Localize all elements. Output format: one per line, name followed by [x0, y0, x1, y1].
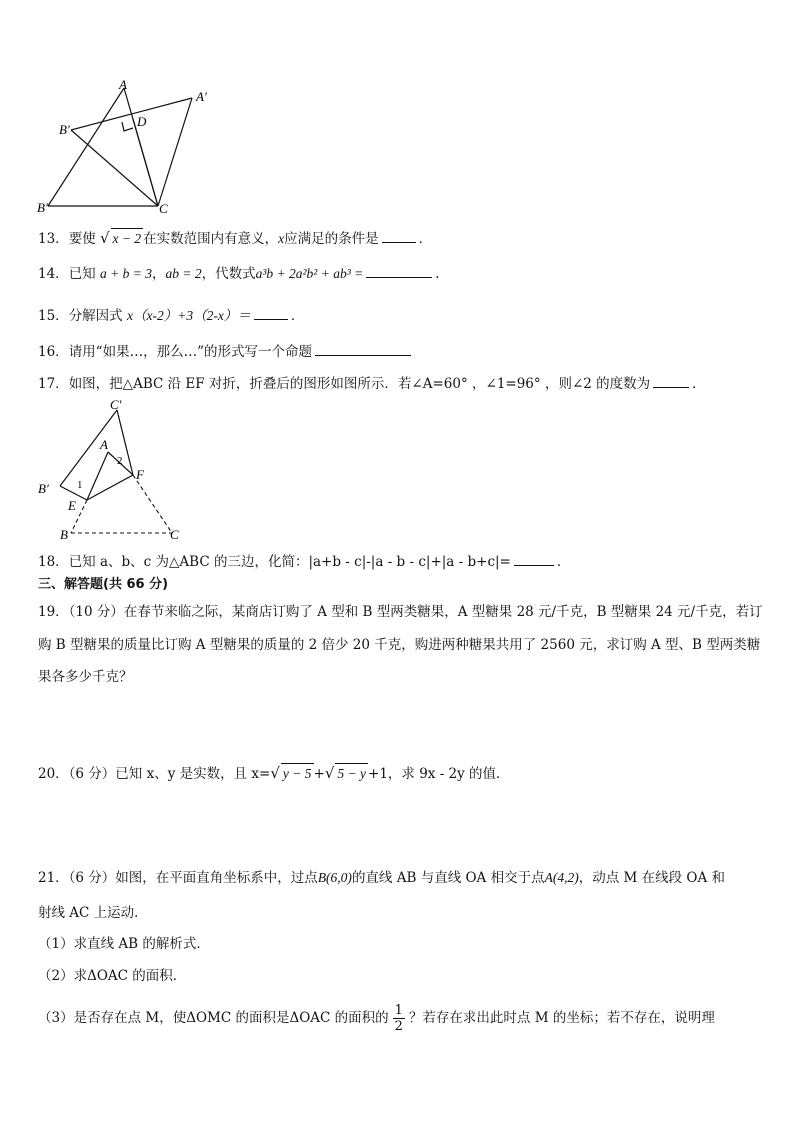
answer-blank[interactable]: [653, 373, 689, 388]
label-A-prime: A′: [196, 89, 207, 104]
label-C: C: [170, 527, 179, 542]
sqrt-sign: √: [270, 764, 280, 782]
figure-rotation-triangles: [30, 76, 230, 221]
label-B: B: [60, 527, 68, 542]
variable-x: x: [278, 231, 285, 246]
section-title: 三、解答题(共 66 分): [38, 577, 169, 592]
period: ．: [418, 231, 433, 247]
q20-post: +1，求 9x - 2y 的值．: [368, 766, 510, 782]
q21-mid: 的直线 AB 与直线 OA 相交于点: [351, 870, 545, 886]
label-angle-1: 1: [77, 479, 83, 491]
question-19-line2: 购 B 型糖果的质量比订购 A 型糖果的质量的 2 倍少 20 千克，购进两种糖果共用了 2560 元，求订购 A 型、B 型两类糖: [38, 637, 761, 653]
denominator: 2: [394, 1019, 403, 1034]
label-E: E: [68, 498, 76, 513]
question-21-sub2: （2）求ΔOAC 的面积．: [38, 968, 187, 984]
question-18: [38, 551, 570, 572]
label-B-prime: B′: [38, 481, 49, 496]
numerator: 1: [394, 1003, 403, 1018]
q14-text: 已知: [68, 266, 96, 282]
question-19-line1: 19．（10 分）在春节来临之际，某商店订购了 A 型和 B 型两类糖果，A 型糖果 28 元/千克，B 型糖果 24 元/千克，若订: [38, 604, 763, 620]
condition-2: ab = 2: [165, 266, 202, 281]
point-B: B(6,0): [317, 870, 352, 885]
q15-text: 分解因式: [68, 308, 123, 324]
q21-sub3-pre: （3）是否存在点 M，使ΔOMC 的面积是ΔOAC 的面积的: [38, 1010, 389, 1026]
label-C: C: [159, 201, 168, 216]
question-21-sub1: （1）求直线 AB 的解析式．: [38, 936, 210, 952]
answer-blank[interactable]: [254, 305, 288, 320]
answer-blank[interactable]: [315, 341, 411, 356]
question-16: [38, 341, 414, 362]
label-D: D: [137, 114, 147, 129]
radicand-2: 5 − y: [335, 763, 368, 784]
figure-folded-triangle: [30, 396, 190, 546]
radicand: x − 2: [111, 228, 144, 249]
q16-text: 请用“如果…，那么…”的形式写一个命题: [68, 344, 312, 360]
radicand-1: y − 5: [281, 763, 314, 784]
expression: x（x-2）+3（2-x）＝: [126, 308, 251, 323]
sqrt-sign: √: [324, 764, 335, 782]
question-21-line2: 射线 AC 上运动．: [38, 905, 148, 921]
question-21-line1: [38, 868, 725, 888]
period: ．: [556, 554, 571, 570]
answer-blank[interactable]: [382, 228, 416, 243]
q21-post: ，动点 M 在线段 OA 和: [578, 870, 726, 886]
q21-sub3-post: ？若存在求出此时点 M 的坐标；若不存在，说明理: [408, 1010, 715, 1026]
sqrt-sign: √: [99, 229, 110, 247]
q14-mid: ，代数式: [201, 266, 256, 282]
label-B-prime: B′: [59, 122, 70, 137]
question-number: 15．: [38, 308, 69, 324]
answer-blank[interactable]: [366, 263, 432, 278]
q13-text: 要使: [68, 231, 96, 247]
q21-pre: 21．（6 分）如图，在平面直角坐标系中，过点: [38, 870, 318, 886]
question-number: 16．: [38, 344, 69, 360]
label-A: A: [119, 77, 127, 92]
question-15: [38, 305, 304, 326]
period: ．: [290, 308, 305, 324]
period: ．: [435, 266, 449, 282]
q13-mid: 在实数范围内有意义，: [143, 231, 279, 247]
q20-pre: 20．（6 分）已知 x、y 是实数，且 x=: [38, 766, 271, 782]
period: ．: [692, 376, 706, 392]
q17-text: 如图，把△ABC 沿 EF 对折，折叠后的图形如图所示．若∠A=60° ，∠1=96° ，则∠2 的度数为: [68, 376, 651, 392]
label-F: F: [136, 467, 144, 482]
question-19-line3: 果各多少千克？: [38, 669, 133, 685]
question-21-sub3: [38, 1000, 715, 1036]
label-C-prime: C′: [110, 397, 122, 412]
answer-blank[interactable]: [514, 551, 554, 566]
label-B: B′: [37, 200, 48, 215]
question-17: [38, 373, 706, 394]
condition-1: a + b = 3: [99, 266, 152, 281]
label-A: A: [100, 437, 108, 452]
fraction-one-half: [393, 1003, 405, 1034]
question-13: [38, 228, 432, 249]
q13-post: 应满足的条件是: [284, 231, 379, 247]
plus: +: [313, 766, 325, 782]
question-number: 18．: [38, 554, 69, 570]
label-angle-2: 2: [117, 455, 123, 467]
question-14: [38, 263, 449, 284]
sep: ，: [151, 266, 166, 282]
q18-text: 已知 a、b、c 为△ABC 的三边，化简：|a+b - c|-|a - b - c|+|a - b+c|=: [68, 554, 511, 570]
expression: a³b + 2a²b² + ab³ =: [255, 266, 364, 281]
question-number: 14．: [38, 266, 69, 282]
question-number: 17．: [38, 376, 69, 392]
question-20: [38, 763, 510, 784]
point-A: A(4,2): [544, 870, 579, 885]
question-number: 13．: [38, 231, 69, 247]
